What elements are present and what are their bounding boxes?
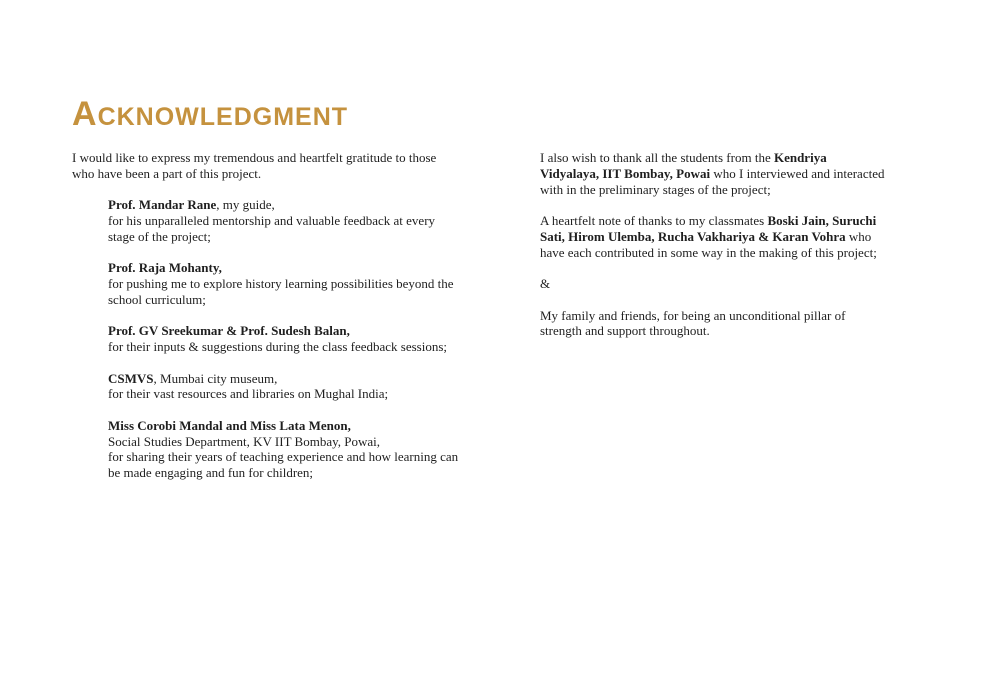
- text-run: with in the preliminary stages of the project;: [540, 181, 771, 197]
- text-run: My family and friends, for being an unconditional pillar of: [540, 307, 846, 323]
- paragraph-classmates-thanks: [540, 213, 940, 260]
- text-run: for their vast resources and libraries on Mughal India;: [108, 386, 389, 402]
- text-run: be made engaging and fun for children;: [108, 465, 314, 480]
- bold-text-run: Prof. GV Sreekumar & Prof. Sudesh Balan,: [108, 323, 350, 339]
- page-title: [72, 97, 348, 131]
- entry-miss-mandal-and-menon: [108, 418, 522, 481]
- ampersand-separator: [540, 276, 940, 292]
- text-run: Social Studies Department, KV IIT Bombay, Powai,: [108, 433, 381, 449]
- bold-text-run: Kendriya: [773, 150, 827, 165]
- bold-text-run: Miss Corobi Mandal and Miss Lata Menon,: [108, 417, 351, 433]
- text-run: , my guide,: [216, 197, 275, 213]
- text-run: who have been a part of this project.: [72, 165, 262, 181]
- text-run: school curriculum;: [108, 291, 206, 307]
- text-run: A heartfelt note of thanks to my classmates: [540, 213, 768, 228]
- right-column: [540, 150, 940, 355]
- entry-prof-mandar-rane: [108, 197, 522, 244]
- paragraph-students-thanks: [540, 150, 940, 197]
- bold-text-run: CSMVS: [108, 370, 154, 386]
- text-run: for their inputs & suggestions during the class feedback sessions;: [108, 339, 448, 354]
- entry-prof-raja-mohanty: [108, 260, 522, 307]
- text-run: &: [540, 276, 551, 291]
- text-run: for his unparalleled mentorship and valuable feedback at every: [108, 213, 436, 228]
- entry-prof-sreekumar-and-balan: [108, 323, 522, 355]
- text-run: I would like to express my tremendous and heartfelt gratitude to those: [72, 150, 437, 165]
- entry-csmvs-museum: [108, 371, 522, 403]
- text-run: who I interviewed and interacted: [710, 165, 885, 181]
- text-run: strength and support throughout.: [540, 323, 710, 339]
- text-run: I also wish to thank all the students from the: [540, 150, 774, 165]
- text-run: for sharing their years of teaching experience and how learning can: [108, 449, 459, 465]
- text-run: for pushing me to explore history learning possibilities beyond the: [108, 276, 454, 291]
- text-run: , Mumbai city museum,: [153, 370, 278, 386]
- title-initial-letter: A: [72, 95, 98, 133]
- bold-text-run: Prof. Raja Mohanty,: [108, 260, 222, 276]
- paragraph-family-thanks: [540, 308, 940, 340]
- bold-text-run: Vidyalaya, IIT Bombay, Powai: [540, 165, 711, 181]
- bold-text-run: Prof. Mandar Rane: [108, 197, 217, 213]
- title-remaining-letters: CKNOWLEDGMENT: [97, 103, 349, 131]
- text-run: have each contributed in some way in the making of this project;: [540, 244, 877, 260]
- text-run: who: [845, 228, 872, 244]
- bold-text-run: Boski Jain, Suruchi: [767, 213, 877, 228]
- intro-paragraph: [72, 150, 522, 182]
- bold-text-run: Sati, Hirom Ulemba, Rucha Vakhariya & Karan Vohra: [540, 228, 846, 244]
- text-run: stage of the project;: [108, 228, 211, 244]
- left-column: [72, 150, 522, 497]
